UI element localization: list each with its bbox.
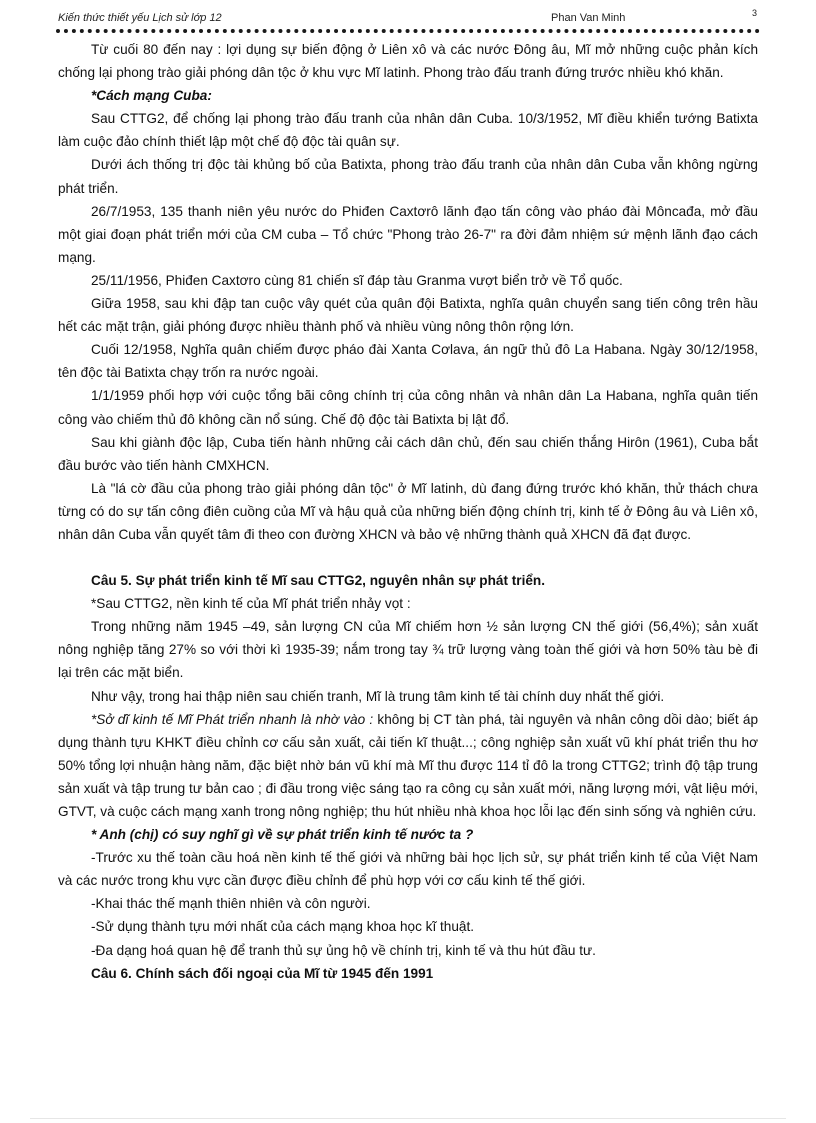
- paragraph: Là "lá cờ đầu của phong trào giải phóng dân tộc" ở Mĩ latinh, dù đang đứng trước khó khăn, thử thách chưa từng có do sự tấn công điên cuồng của Mĩ và hậu quả của những biến động chính trị, kinh tế ở Đông âu và Liên xô, nhân dân Cuba vẫn quyết tâm đi theo con đường XHCN và bảo vệ những thành quả XHCN đã đạt được.: [58, 480, 758, 542]
- header-divider: [56, 29, 760, 33]
- document-body: [58, 38, 758, 985]
- paragraph: [58, 708, 758, 823]
- page-number: 3: [752, 8, 758, 18]
- question-heading-5: Câu 5. Sự phát triển kinh tế Mĩ sau CTTG2, nguyên nhân sự phát triển.: [91, 573, 545, 589]
- paragraph: Trong những năm 1945 –49, sản lượng CN của Mĩ chiếm hơn ½ sản lượng CN thế giới (56,4%); sản xuất nông nghiệp tăng 27% so với thời kì 1935-39; nắm trong tay ¾ trữ lượng vàng toàn thế giới và hơn 50% tàu bè đi lại trên các mặt biển.: [58, 619, 758, 681]
- paragraph: Từ cuối 80 đến nay : lợi dụng sự biến động ở Liên xô và các nước Đông âu, Mĩ mở những cuộc phản kích chống lại phong trào giải phóng dân tộc ở khu vực Mĩ latinh. Phong trào đấu tranh đứng trước nhiều khó khăn.: [58, 42, 758, 81]
- list-item: -Khai thác thế mạnh thiên nhiên và côn người.: [91, 896, 371, 912]
- paragraph: Dưới ách thống trị độc tài khủng bố của Batixta, phong trào đấu tranh của nhân dân Cuba vẫn không ngừng phát triển.: [58, 157, 758, 196]
- question-heading-6: Câu 6. Chính sách đối ngoại của Mĩ từ 1945 đến 1991: [91, 965, 434, 981]
- paragraph: 26/7/1953, 135 thanh niên yêu nước do Phiđen Caxtơrô lãnh đạo tấn công vào pháo đài Môncađa, mở đầu một giai đoạn phát triển mới của CM cuba – Tổ chức "Phong trào 26-7" ra đời đảm nhiệm sứ mệnh lãnh đạo cách mạng.: [58, 203, 758, 265]
- paragraph: 1/1/1959 phối hợp với cuộc tổng bãi công chính trị của công nhân và nhân dân La Habana, nghĩa quân tiến công vào chiếm thủ đô không cần nổ súng. Chế độ độc tài Batixta bị lật đổ.: [58, 388, 758, 427]
- paragraph: Sau CTTG2, để chống lại phong trào đấu tranh của nhân dân Cuba. 10/3/1952, Mĩ điều khiển tướng Batixta làm cuộc đảo chính thiết lập một chế độ độc tài quân sự.: [58, 111, 758, 150]
- paragraph: Sau khi giành độc lập, Cuba tiến hành những cải cách dân chủ, đến sau chiến thắng Hirôn (1961), Cuba bắt đầu bước vào tiến hành CMXHCN.: [58, 434, 758, 473]
- paragraph: Cuối 12/1958, Nghĩa quân chiếm được pháo đài Xanta Cơlava, án ngữ thủ đô La Habana. Ngày 30/12/1958, tên độc tài Batixta chạy trốn ra nước ngoài.: [58, 342, 758, 381]
- paragraph: Như vậy, trong hai thập niên sau chiến tranh, Mĩ là trung tâm kinh tế tài chính duy nhất thế giới.: [91, 688, 665, 704]
- paragraph: Giữa 1958, sau khi đập tan cuộc vây quét của quân đội Batixta, nghĩa quân chuyển sang tiến công trên hầu hết các mặt trận, giải phóng được nhiều thành phố và nhiều vùng nông thôn rộng lớn.: [58, 296, 758, 335]
- footer-divider: [30, 1118, 786, 1119]
- list-item: -Đa dạng hoá quan hệ để tranh thủ sự ủng hộ về chính trị, kinh tế và thu hút đầu tư.: [91, 942, 596, 958]
- question-heading-opinion: * Anh (chị) có suy nghĩ gì về sự phát triển kinh tế nước ta ?: [91, 827, 474, 843]
- page-header: [58, 8, 758, 30]
- spacer: [58, 546, 758, 569]
- paragraph: *Sau CTTG2, nền kinh tế của Mĩ phát triển nhảy vọt :: [91, 596, 411, 612]
- list-item: -Sử dụng thành tựu mới nhất của cách mạng khoa học kĩ thuật.: [91, 919, 475, 935]
- header-title: Kiến thức thiết yếu Lịch sử lớp 12: [58, 12, 222, 24]
- section-heading-cuba: *Cách mạng Cuba:: [91, 88, 212, 104]
- header-author: Phan Van Minh: [551, 12, 626, 24]
- paragraph: -Trước xu thế toàn cầu hoá nền kinh tế thế giới và những bài học lịch sử, sự phát triển kinh tế của Việt Nam và các nước trong khu vực cần được điều chỉnh để phù hợp với cơ cấu kinh tế thế giới.: [58, 850, 758, 889]
- paragraph: 25/11/1956, Phiđen Caxtơro cùng 81 chiến sĩ đáp tàu Granma vượt biển trở về Tổ quốc.: [91, 272, 623, 288]
- paragraph-lead-italic: *Sở dĩ kinh tế Mĩ Phát triển nhanh là nhờ vào :: [91, 711, 374, 727]
- paragraph-body: không bị CT tàn phá, tài nguyên và nhân công dồi dào; biết áp dụng thành tựu KHKT điều chỉnh cơ cấu sản xuất, cải tiến kĩ thuật...; công nghiệp sản xuất vũ khí phát triển thu hơ 50% tổng lợi nhuận hàng năm, đặc biệt nhờ bán vũ khí mà Mĩ thu được 114 tỉ đô la trong CTTG2; trình độ tập trung sản xuất và tập trung tư bản cao ; đi đầu trong việc sáng tạo ra công cụ sản xuất mới, năng lượng mới, vật liệu mới, GTVT, và cuộc cách mạng xanh trong nông nghiệp; thu hút nhiều nhà khoa học lỗi lạc đến sinh sống và nghiên cứu.: [58, 711, 758, 819]
